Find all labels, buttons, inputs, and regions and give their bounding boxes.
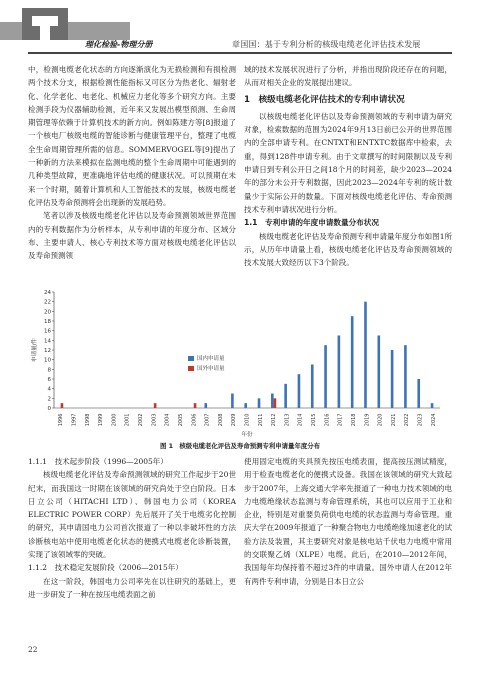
x-tick-label: 2024 [430,413,437,427]
y-tick-label: 20 [44,309,51,316]
y-tick-label: 6 [47,377,51,383]
right-column-top [244,63,452,269]
x-tick-label: 2021 [390,413,397,427]
bar [417,379,420,408]
legend-swatch [188,356,194,361]
x-tick-label: 2002 [138,413,145,427]
bar [194,403,197,408]
x-tick-label: 2016 [324,413,331,427]
paragraph: 核级电缆老化评估及寿命预测专利申请量年度分布如图1所示，从历年申请量上看，核级电缆老化评估及寿命预测领域的技术发展大致经历以下3个阶段。 [244,231,452,268]
x-tick-label: 2001 [124,413,131,427]
x-tick-label: 2007 [204,413,211,427]
y-tick-label: 0 [47,406,51,412]
x-tick-label: 2003 [151,413,158,427]
bar [258,398,261,408]
y-tick-label: 2 [47,396,51,403]
x-tick-label: 2010 [244,413,251,427]
y-tick-label: 12 [44,348,51,354]
bar [338,336,341,409]
x-tick-label: 2009 [231,413,238,427]
x-tick-label: 1999 [98,413,105,427]
x-axis-label: 年份 [241,432,253,438]
journal-logo-graphic [0,0,130,40]
y-tick-label: 14 [44,338,51,345]
legend-label: 国内申请量 [197,356,225,362]
subsubsection-heading: 1.1.1 技术起步阶段（1996—2005年） [28,457,168,466]
y-tick-label: 24 [44,290,51,296]
bar [61,403,64,408]
bar [311,365,314,409]
subsubsection-heading: 1.1.2 技术稳定发展阶段（2006—2015年） [28,563,183,573]
x-tick-label: 2017 [337,413,344,427]
bar [378,336,381,409]
left-column-bottom [28,455,236,601]
bar [204,403,207,408]
y-tick-label: 4 [47,386,51,393]
x-tick-label: 2008 [217,413,224,427]
x-tick-label: 2005 [177,413,184,427]
bar [431,403,434,408]
bar [244,403,247,408]
x-tick-label: 1997 [71,413,78,427]
x-tick-label: 2019 [364,413,371,427]
x-tick-label: 2006 [191,413,198,427]
bar [324,345,327,408]
bar [271,394,274,409]
x-tick-label: 2018 [350,413,357,427]
running-title: 章国国：基于专利分析的核级电缆老化评估技术发展 [232,40,421,49]
figure-caption: 图 1 核级电缆老化评估及寿命预测专利申请量年度分布 [159,442,321,450]
y-tick-label: 8 [47,367,51,374]
page-number: 22 [28,645,38,654]
paragraph: 中，检测电缆老化状态的方向逐渐演化为无损检测和有损检测两个技术分支，根据检测性能指标又可区分为热老化、辐射老化、化学老化、电老化、机械应力老化等多个研究方向。主要检测手段为仪器辅助检测，近年来又发展出模型预测、生命周期管理等依赖于计算机技术的新方向。例如陈建方等[8]报道了一个核电厂核级电缆的智能诊断与健康管理平台，整理了电缆全生命周期管理所需的信息。SOMMERVOGEL等[9]提出了一种新的方法来模拟在监测电缆的整个生命周期中可能遇到的几种类型故障，更准确地评估电缆的健康状况。可以预期在未来一个时期，随着计算机和人工智能技术的发展，核级电缆老化评估及寿命预测将会出现新的发展趋势。 [28,65,236,207]
x-tick-label: 2000 [111,413,118,427]
y-tick-label: 16 [44,328,51,335]
x-tick-label: 1998 [84,413,91,427]
paragraph: 在这一阶段，韩国电力公司率先在以往研究的基础上，更进一步研发了一种在按压电缆表面之前 [28,576,236,599]
y-axis-label: 申请量/件 [32,338,38,362]
legend-swatch [188,366,194,371]
x-tick-label: 2004 [164,413,171,427]
bar [274,398,277,408]
left-column-top [28,63,236,262]
x-tick-label: 2014 [297,413,304,427]
legend-label: 国外申请量 [197,366,225,372]
paragraph: 使用固定电缆的夹具预先按压电缆表面，提高按压测试精度，用于检查电缆老化的便携式设备。我国在该领域的研究大致起步于2007年，上海交通大学率先报道了一种电力技术领域的电力电缆绝缘状态监测与寿命管理系统，其也可以应用于工业和企业，特别是对重要负荷供电电缆的状态监测与寿命管理。重庆大学在2009年报道了一种聚合物电力电缆绝缘加速老化的试验方法及装置，其主要研究对象是核电站千伏电力电缆中常用的交联聚乙烯（XLPE）电缆。此后，在2010—2012年间，我国每年均保持着不超过3件的申请量。国外申请人在2012年有两件专利申请，分别是日本日立公 [244,457,452,586]
bar [404,345,407,408]
paragraph: 域的技术发展状况进行了分析，并指出现阶段还存在的问题，从而对相关企业的发展提出建议。 [244,65,452,88]
right-column-bottom [244,455,452,588]
bar [351,316,354,408]
y-tick-label: 10 [44,357,51,364]
bar [364,302,367,408]
x-tick-label: 2023 [417,413,424,427]
x-tick-label: 2015 [311,413,318,427]
x-tick-label: 2022 [404,413,411,427]
section-heading: 1 核级电缆老化评估技术的专利申请状况 [244,94,405,105]
y-tick-label: 22 [44,299,51,306]
subsection-heading: 1.1 专利申请的年度申请数量分布状况 [244,218,379,228]
bar [298,374,301,408]
bar [154,403,157,408]
bar-chart [28,288,452,440]
x-tick-label: 2012 [271,413,278,427]
x-tick-label: 2013 [284,413,291,427]
paragraph: 以核级电缆老化评估以及寿命预测领域的专利申请为研究对象，检索数据的范围为2024年9月13日前已公开的世界范围内的全部申请专利。在CNTXT和ENTXTC数据库中检索，去重，得到128件申请专利。由于文章撰写的时间限制以及专利申请日到专利公开日之间18个月的时间差，缺少2023—2024年的部分未公开专利数据，因此2023—2024年专利的统计数量少于实际公开的数量。下面对核级电缆老化评估、寿命预测技术专利申请状况进行分析。 [244,111,452,214]
y-tick-label: 18 [44,319,51,325]
paragraph: 核级电缆老化评估及寿命预测领域的研究工作起步于20世纪末，而我国这一时期在该领域的研究尚处于空白阶段。日本日立公司（HITACHI LTD）、韩国电力公司（KOREA ELECTRIC POWER CORP）先后展开了关于电缆劣化控制的研究，其申请国电力公司首次报道了一种以非破坏性的方法诊断核电站中使用电缆老化状态的便携式电缆老化诊断装置，实现了该领域零的突破。 [28,470,236,560]
bar [231,394,234,409]
x-tick-label: 1996 [58,413,65,427]
x-tick-label: 2011 [257,413,264,427]
paragraph: 笔者以涉及核级电缆老化评估以及寿命预测领域世界范围内的专利数据作为分析样本，从专利申请的年度分布、区域分布、主要申请人、核心专利技术等方面对核级电缆老化评估以及寿命预测领 [28,211,236,261]
bar [391,350,394,408]
x-tick-label: 2020 [377,413,384,427]
bar [284,384,287,408]
journal-logo: 理化检验-物理分册 [85,40,153,49]
header-rule [28,52,452,54]
